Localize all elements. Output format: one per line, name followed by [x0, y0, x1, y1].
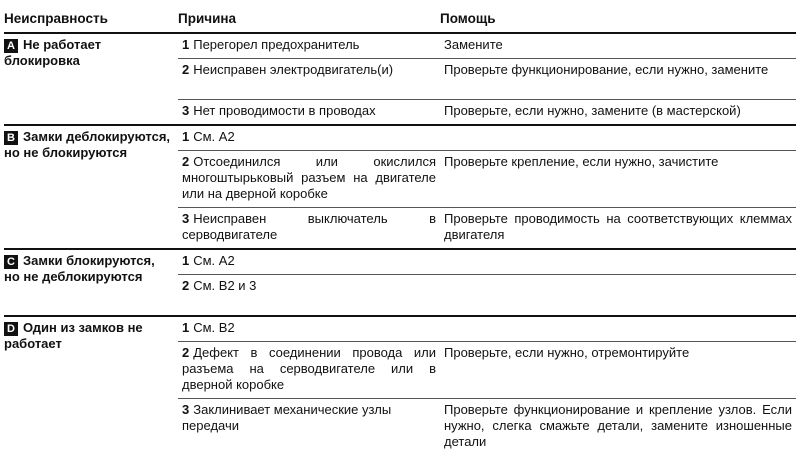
cause-text: См. B2 и 3 — [193, 278, 256, 293]
cause-cell — [178, 316, 440, 342]
help-cell: Замените — [440, 33, 796, 59]
cause-cell — [178, 249, 440, 275]
cause-number: 3 — [182, 402, 189, 417]
help-cell — [440, 249, 796, 275]
column-header-cause: Причина — [178, 2, 440, 33]
cause-text: Отсоединился или окислился многоштырьковый разъем на двигателе или на дверной коробке — [182, 154, 436, 201]
help-cell: Проверьте проводимость на соответствующих клеммах двигателя — [440, 208, 796, 250]
help-cell: Проверьте, если нужно, замените (в мастерской) — [440, 100, 796, 126]
fault-cell-a — [4, 33, 178, 125]
cause-text: Заклинивает механические узлы передачи — [182, 402, 391, 433]
cause-number: 3 — [182, 211, 189, 226]
cause-cell — [178, 151, 440, 208]
cause-number: 1 — [182, 320, 189, 335]
cause-text: См. B2 — [193, 320, 234, 335]
cause-text: Дефект в соединении провода или разъема на серводвигателе или в дверной коробке — [182, 345, 436, 392]
cause-text: Нет проводимости в проводах — [193, 103, 375, 118]
cause-cell — [178, 342, 440, 399]
help-cell — [440, 125, 796, 151]
help-cell: Проверьте крепление, если нужно, зачистите — [440, 151, 796, 208]
table-row — [4, 125, 796, 151]
cause-cell — [178, 275, 440, 317]
cause-number: 2 — [182, 62, 189, 77]
column-header-fault: Неисправность — [4, 2, 178, 33]
fault-letter-badge: B — [4, 131, 18, 145]
table-row — [4, 316, 796, 342]
fault-cell-c — [4, 249, 178, 316]
cause-text: См. A2 — [193, 129, 234, 144]
cause-cell — [178, 33, 440, 59]
cause-number: 2 — [182, 154, 189, 169]
fault-title: Замки блокируются, но не деблокируются — [4, 253, 155, 284]
table-row — [4, 33, 796, 59]
troubleshooting-table — [4, 2, 796, 455]
cause-cell — [178, 59, 440, 100]
help-cell: Проверьте функционирование и крепление узлов. Если нужно, слегка смажьте детали, замените изношенные детали — [440, 399, 796, 455]
help-cell — [440, 275, 796, 317]
help-cell: Проверьте, если нужно, отремонтируйте — [440, 342, 796, 399]
column-header-help: Помощь — [440, 2, 796, 33]
fault-letter-badge: D — [4, 322, 18, 336]
cause-number: 3 — [182, 103, 189, 118]
cause-cell — [178, 399, 440, 455]
cause-number: 2 — [182, 345, 189, 360]
cause-cell — [178, 208, 440, 250]
cause-text: Перегорел предохранитель — [193, 37, 359, 52]
fault-letter-badge: A — [4, 39, 18, 53]
table-row — [4, 249, 796, 275]
fault-letter-badge: C — [4, 255, 18, 269]
fault-title: Замки деблокируются, но не блокируются — [4, 129, 170, 160]
cause-cell — [178, 125, 440, 151]
cause-number: 1 — [182, 253, 189, 268]
cause-text: Неисправен электродвигатель(и) — [193, 62, 393, 77]
cause-number: 1 — [182, 129, 189, 144]
cause-number: 1 — [182, 37, 189, 52]
help-cell — [440, 316, 796, 342]
cause-text: Неисправен выключатель в серводвигателе — [182, 211, 436, 242]
cause-text: См. A2 — [193, 253, 234, 268]
cause-cell — [178, 100, 440, 126]
fault-cell-d — [4, 316, 178, 455]
help-cell: Проверьте функционирование, если нужно, замените — [440, 59, 796, 100]
fault-title: Не работает блокировка — [4, 37, 101, 68]
fault-title: Один из замков не работает — [4, 320, 143, 351]
fault-cell-b — [4, 125, 178, 249]
table-header-row — [4, 2, 796, 33]
cause-number: 2 — [182, 278, 189, 293]
